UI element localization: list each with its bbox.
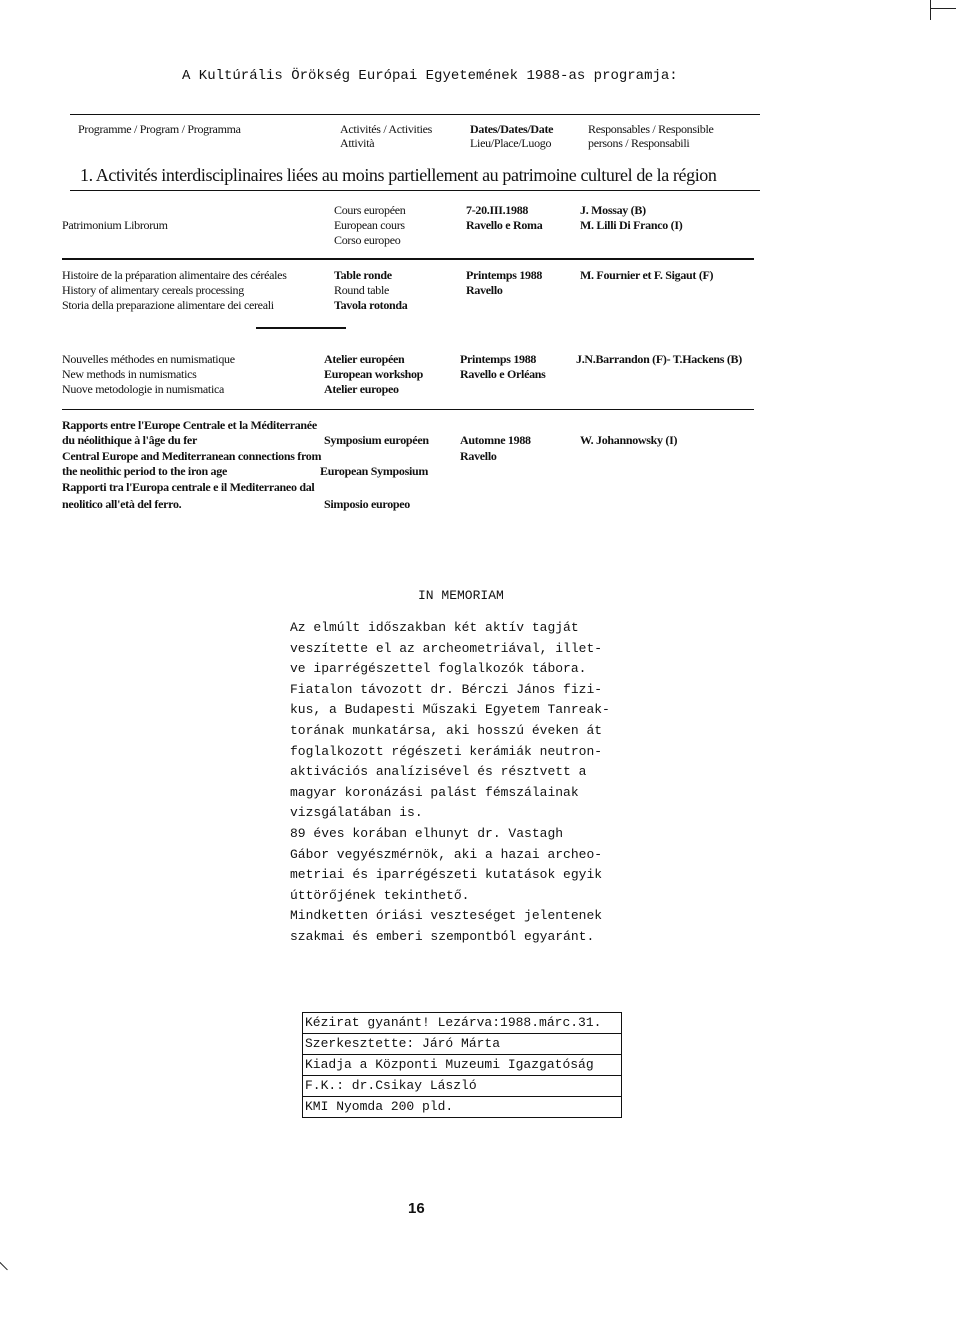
block3-place: Ravello e Orléans <box>460 367 546 381</box>
block1-place: Ravello e Roma <box>466 218 543 232</box>
block4-program-1: Rapports entre l'Europe Centrale et la Méditerranée <box>62 418 317 432</box>
block1-program: Patrimonium Librorum <box>62 218 168 232</box>
block1-activity-en: European cours <box>334 218 405 232</box>
block1-resp-2: M. Lilli Di Franco (I) <box>580 218 683 232</box>
block3-program-en: New methods in numismatics <box>62 367 197 381</box>
block2-resp: M. Fournier et F. Sigaut (F) <box>580 268 714 282</box>
block4-place: Ravello <box>460 449 497 463</box>
col-head-dates: Dates/Dates/Date <box>470 122 554 136</box>
block2-activity-fr: Table ronde <box>334 268 392 282</box>
block4-program-6: neolitico all'età del ferro. <box>62 497 182 511</box>
block1-resp-1: J. Mossay (B) <box>580 203 646 217</box>
block1-rule <box>62 258 754 260</box>
memoriam-line: metriai és iparrégészeti kutatások egyik <box>290 867 603 883</box>
block1-date: 7-20.III.1988 <box>466 203 529 217</box>
section-rule <box>70 190 760 191</box>
block3-rule <box>62 409 754 410</box>
imprint-line: Kiadja a Központi Muzeumi Igazgatóság <box>303 1055 621 1076</box>
block2-activity-en: Round table <box>334 283 390 297</box>
page-number: 16 <box>408 1200 425 1217</box>
scan-corner-mark <box>930 8 956 9</box>
memoriam-line: foglalkozott régészeti kerámiák neutron- <box>290 743 603 759</box>
section-title: 1. Activités interdisciplinaires liées au moins partiellement au patrimoine culturel de la région <box>80 165 717 185</box>
scan-corner-mark <box>0 1260 8 1271</box>
block1-activity-it: Corso europeo <box>334 233 401 247</box>
memoriam-line: aktivációs analízisével és résztvett a <box>290 764 587 780</box>
block3-program-it: Nuove metodologie in numismatica <box>62 382 225 396</box>
memoriam-line: veszítette el az archeometriával, illet- <box>290 640 603 656</box>
memoriam-line: Mindketten óriási veszteséget jelentenek <box>290 908 603 924</box>
block4-resp: W. Johannowsky (I) <box>580 433 678 447</box>
memoriam-line: Fiatalon távozott dr. Bérczi János fizi- <box>290 681 603 697</box>
block2-program-fr: Histoire de la préparation alimentaire des céréales <box>62 268 287 282</box>
block4-activity-fr: Symposium européen <box>324 433 429 447</box>
block3-date: Printemps 1988 <box>460 352 537 366</box>
block2-rule <box>256 327 346 329</box>
col-head-activities-it: Attività <box>340 136 375 150</box>
block4-program-2: du néolithique à l'âge du fer <box>62 433 197 447</box>
block4-program-4: the neolithic period to the iron age <box>62 464 227 478</box>
memoriam-line: magyar koronázási palást fémszálainak <box>290 784 579 800</box>
memoriam-line: torának munkatársa, aki hosszú éveken át <box>290 722 603 738</box>
block4-date: Automne 1988 <box>460 433 531 447</box>
memoriam-line: 89 éves korában elhunyt dr. Vastagh <box>290 825 564 841</box>
memoriam-line: kus, a Budapesti Műszaki Egyetem Tanreak- <box>290 702 610 718</box>
memoriam-text <box>290 618 650 948</box>
block4-activity-it: Simposio europeo <box>324 497 410 511</box>
scan-corner-mark <box>930 0 931 20</box>
block2-date: Printemps 1988 <box>466 268 543 282</box>
col-head-responsible-2: persons / Responsabili <box>588 136 690 150</box>
block2-program-it: Storia della preparazione alimentare dei cereali <box>62 298 274 312</box>
imprint-line: Kézirat gyanánt! Lezárva:1988.márc.31. <box>303 1012 621 1034</box>
imprint-line: KMI Nyomda 200 pld. <box>303 1097 621 1118</box>
col-head-place: Lieu/Place/Luogo <box>470 136 552 150</box>
imprint-line: Szerkesztette: Járó Márta <box>303 1034 621 1055</box>
block3-program-fr: Nouvelles méthodes en numismatique <box>62 352 235 366</box>
block2-program-en: History of alimentary cereals processing <box>62 283 244 297</box>
memoriam-heading: IN MEMORIAM <box>418 588 504 603</box>
memoriam-line: ve iparrégészettel foglalkozók tábora. <box>290 661 587 677</box>
block3-resp: J.N.Barrandon (F)- T.Hackens (B) <box>576 352 742 366</box>
block3-activity-it: Atelier europeo <box>324 382 399 396</box>
memoriam-line: vizsgálatában is. <box>290 805 423 821</box>
memoriam-line: szakmai és emberi szempontból egyaránt. <box>290 928 595 944</box>
block4-program-5: Rapporti tra l'Europa centrale e il Mediterraneo dal <box>62 480 315 494</box>
block3-activity-fr: Atelier européen <box>324 352 405 366</box>
memoriam-line: úttörőjének tekinthető. <box>290 887 470 903</box>
block3-activity-en: European workshop <box>324 367 424 381</box>
col-head-programme: Programme / Program / Programma <box>78 122 241 136</box>
col-head-responsible: Responsables / Responsible <box>588 122 714 136</box>
block1-activity-fr: Cours européen <box>334 203 406 217</box>
memoriam-line: Az elmúlt időszakban két aktív tagját <box>290 620 579 635</box>
page-header-title: A Kultúrális Örökség Európai Egyetemének 1988-as programja: <box>182 68 678 84</box>
imprint-box <box>302 1012 622 1118</box>
col-head-activities: Activités / Activities <box>340 122 433 136</box>
imprint-line: F.K.: dr.Csikay László <box>303 1076 621 1097</box>
block4-program-3: Central Europe and Mediterranean connections from <box>62 449 322 463</box>
block4-activity-en: European Symposium <box>320 464 429 478</box>
table-top-rule <box>70 114 760 115</box>
block2-activity-it: Tavola rotonda <box>334 298 408 312</box>
memoriam-line: Gábor vegyészmérnök, aki a hazai archeo- <box>290 846 603 862</box>
block2-place: Ravello <box>466 283 503 297</box>
